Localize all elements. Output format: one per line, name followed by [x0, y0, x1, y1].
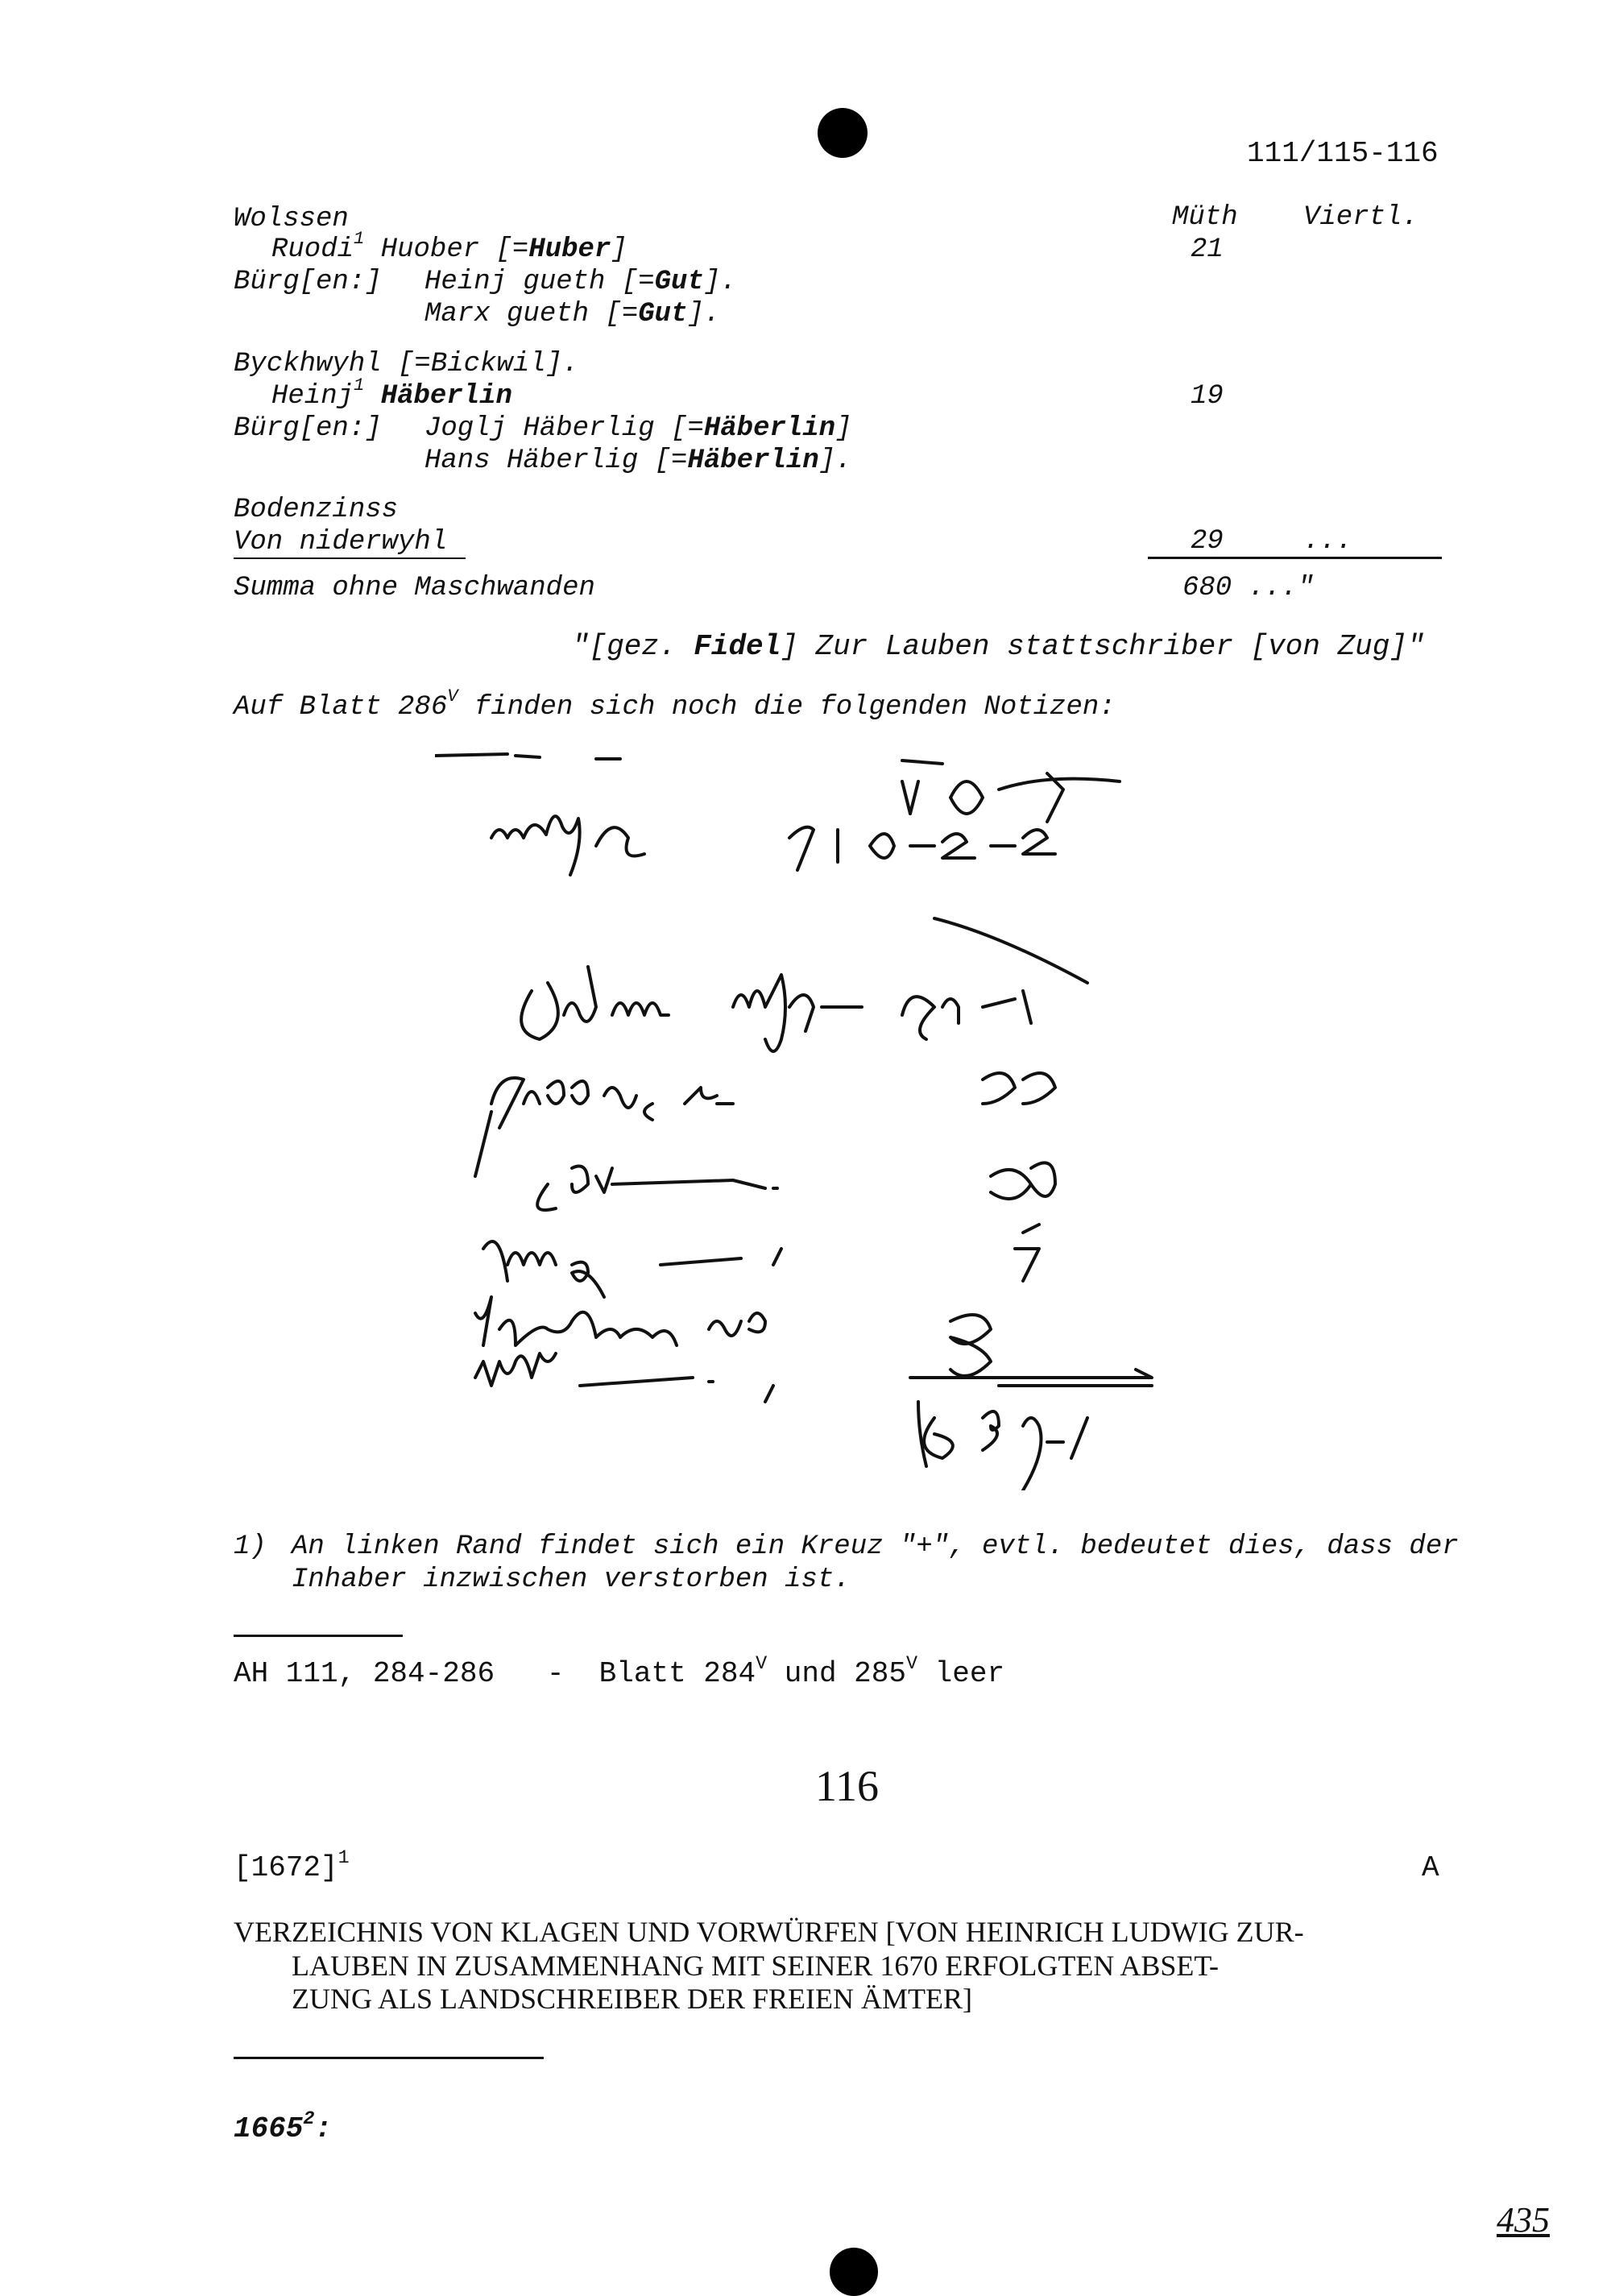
column-header-mueth: Müth [1172, 202, 1238, 233]
heading-line-3: ZUNG ALS LANDSCHREIBER DER FREIEN ÄMTER] [292, 1983, 973, 2015]
footnote-number: 1) [234, 1531, 267, 1562]
punch-hole-top [818, 108, 868, 158]
entry-ruodi: Ruodi$^1$ Huober [=Huber] [271, 229, 627, 265]
value-heinj: 19 [1191, 381, 1224, 412]
footnote-line-1: An linken Rand findet sich ein Kreuz "+", evtl. bedeutet dies, dass der [292, 1531, 1459, 1562]
signature-line: "[gez. Fidel] Zur Lauben stattschriber [von Zug]" [572, 630, 1425, 663]
guarantor-label-1: Bürg[en:] [234, 267, 382, 297]
document-date: $[1672]^1$ [234, 1847, 350, 1884]
place-byckhwyhl: Byckhwyhl [=Bickwil]. [234, 349, 579, 379]
source-reference: AH 111, 284-286 - Blatt $284^V$ und $285^V$ leer [234, 1653, 1005, 1690]
version-letter: A [1422, 1851, 1439, 1884]
value-niderwyhl: 29 [1191, 526, 1224, 557]
value-summa: 680 ..." [1182, 573, 1315, 603]
year-note: 1665$^2$: [234, 2108, 333, 2145]
separator-rule-2 [234, 2057, 544, 2059]
page-reference: 111/115-116 [1247, 137, 1439, 170]
guarantor-label-2: Bürg[en:] [234, 413, 382, 444]
heading-line-2: LAUBEN IN ZUSAMMENHANG MIT SEINER 1670 ERFOLGTEN ABSET- [292, 1950, 1220, 1982]
column-header-viertl: Viertl. [1303, 202, 1418, 233]
place-wolssen: Wolssen [234, 204, 349, 234]
handwritten-notes-image [435, 749, 1200, 1490]
value-ruodi: 21 [1191, 234, 1224, 265]
sum-rule [1148, 557, 1442, 559]
underline-niderwyhl [234, 557, 466, 559]
guarantor-hans: Hans Häberlig [=Häberlin]. [424, 446, 852, 476]
label-summa: Summa ohne Maschwanden [234, 573, 595, 603]
separator-rule-1 [234, 1635, 403, 1637]
guarantor-marx-gueth: Marx gueth [=Gut]. [424, 299, 721, 329]
footnote-line-2: Inhaber inzwischen verstorben ist. [292, 1565, 851, 1595]
guarantor-heinj-gueth: Heinj gueth [=Gut]. [424, 267, 737, 297]
label-bodenzinss: Bodenzinss [234, 495, 399, 525]
entry-heinj: Heinj$^1$ Häberlin [271, 375, 512, 412]
document-number: 116 [815, 1762, 879, 1810]
handwritten-page-number: 435 [1497, 2200, 1550, 2240]
heading-line-1: VERZEICHNIS VON KLAGEN UND VORWÜRFEN [VON HEINRICH LUDWIG ZUR- [234, 1916, 1304, 1948]
guarantor-joglj: Joglj Häberlig [=Häberlin] [424, 413, 852, 444]
dots-niderwyhl: ... [1303, 526, 1353, 557]
punch-hole-bottom [830, 2248, 878, 2296]
label-niderwyhl: Von niderwyhl [234, 527, 448, 557]
blatt-note: Auf Blatt $286^V$ finden sich noch die folgenden Notizen: [234, 686, 1116, 723]
